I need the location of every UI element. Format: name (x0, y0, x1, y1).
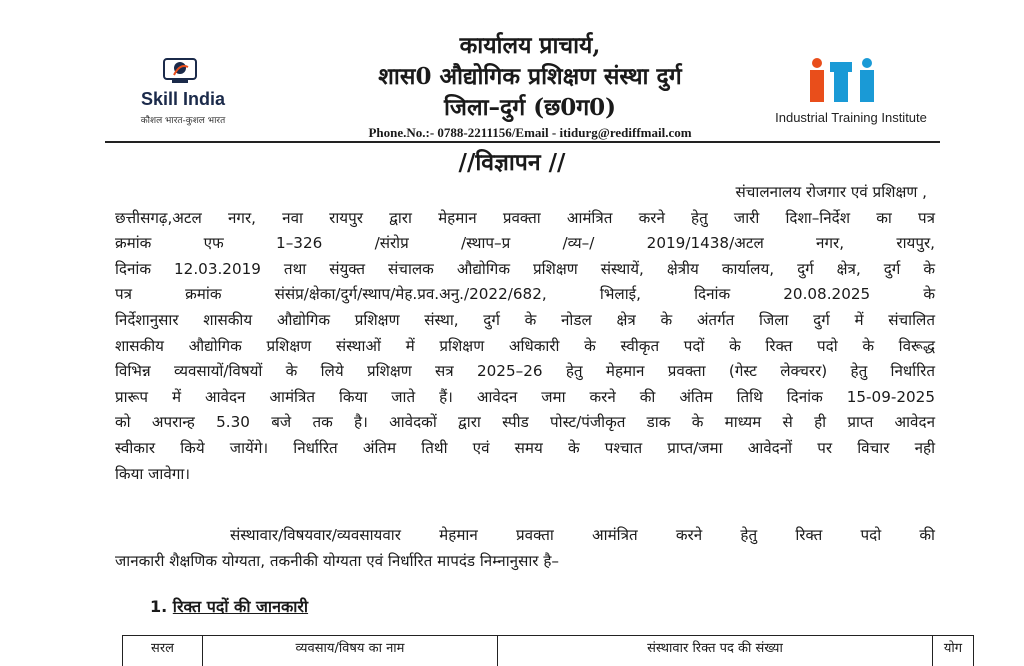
para2-line-1: संस्थावार/विषयवार/व्यवसायवार मेहमान प्रवक्ता आमंत्रित करने हेतु रिक्त पदो की (230, 526, 935, 544)
para1-line-4: दिनांक 12.03.2019 तथा संयुक्त संचालक औद्योगिक प्रशिक्षण संस्थायें, क्षेत्रीय कार्यालय, दुर्ग क्षेत्र, दुर्ग के (115, 259, 935, 278)
para1-line-11: स्वीकार किये जायेंगे। निर्धारित अंतिम तिथी एवं समय के पश्चात प्राप्त/जमा आवेदनों पर विचार नही (115, 438, 935, 457)
para1-line-9: प्रारूप में आवेदन आमंत्रित किया जाते हैं। आवेदन जमा करने की अंतिम तिथि दिनांक 15-09-2025 (115, 387, 935, 406)
table-header-serial: सरल (123, 636, 203, 666)
para1-line-7: शासकीय औद्योगिक प्रशिक्षण संस्थाओं में प्रशिक्षण अधिकारी के स्वीकृत पदों के रिक्त पदो के विरूद्ध (115, 336, 935, 355)
iti-mark-icon (806, 58, 896, 102)
header-line-3: जिला–दुर्ग (छ0ग0) (443, 94, 617, 121)
skill-india-name: Skill India (140, 89, 226, 109)
section-1-heading (150, 595, 308, 617)
para2-line-2: जानकारी शैक्षणिक योग्यता, तकनीकी योग्यता एवं निर्धारित मापदंड निम्नानुसार है– (115, 551, 560, 570)
para1-line-2: छत्तीसगढ़,अटल नगर, नवा रायपुर द्वारा मेहमान प्रवक्ता आमंत्रित करने हेतु जारी दिशा–निर्देश का पत्र (115, 208, 935, 227)
office-header (300, 30, 760, 141)
skill-india-tagline: कौशल भारत-कुशल भारत (140, 116, 226, 126)
paragraph-2 (115, 523, 935, 574)
skill-india-emblem-icon (162, 55, 198, 85)
iti-logo (766, 58, 936, 128)
para1-line-10: को अपरान्ह 5.30 बजे तक है। आवेदकों द्वारा स्पीड पोस्ट/पंजीकृत डाक के माध्यम से ही प्राप्त आवेदन (115, 413, 935, 432)
para1-line-5: पत्र क्रमांक संसंप्र/क्षेका/दुर्ग/स्थाप/मेह.प्रव.अनु./2022/682, भिलाई, दिनांक 20.08.2025 के (115, 285, 935, 304)
section-1-title: रिक्त पदों की जानकारी (172, 597, 309, 616)
skill-india-logo (118, 55, 248, 127)
paragraph-1 (115, 180, 935, 487)
para1-line-12: किया जावेगा। (115, 464, 191, 483)
para1-line-1: संचालनालय रोजगार एवं प्रशिक्षण , (735, 183, 927, 201)
contact-line: Phone.No.:- 0788-2211156/Email - itidurg@rediffmail.com (368, 125, 692, 140)
table-header-trade: व्यवसाय/विषय का नाम (203, 636, 498, 666)
para1-line-3: क्रमांक एफ 1–326 /संरोप्र /स्थाप–प्र /व्य–/ 2019/1438/अटल नगर, रायपुर, (115, 234, 935, 253)
table-header-vacancies: संस्थावार रिक्त पद की संख्या (498, 636, 933, 666)
notice-title: //विज्ञापन // (458, 149, 566, 176)
header-line-1: कार्यालय प्राचार्य, (459, 32, 601, 59)
header-divider (105, 141, 940, 143)
section-1-number: 1. (150, 597, 168, 616)
header-line-2: शास0 औद्योगिक प्रशिक्षण संस्था दुर्ग (378, 63, 682, 90)
iti-name: Industrial Training Institute (775, 110, 927, 125)
table-header-total: योग (943, 641, 963, 656)
para1-line-6: निर्देशानुसार शासकीय औद्योगिक प्रशिक्षण संस्था, दुर्ग के नोडल क्षेत्र के अंतर्गत जिला दुर्ग में संचालित (115, 310, 935, 329)
para1-line-8: विभिन्न व्यवसायों/विषयों के लिये प्रशिक्षण सत्र 2025–26 हेतु मेहमान प्रवक्ता (गेस्ट लेक्चरर) हेतु निर्धारित (115, 362, 935, 381)
vacancy-table-header (122, 635, 974, 666)
